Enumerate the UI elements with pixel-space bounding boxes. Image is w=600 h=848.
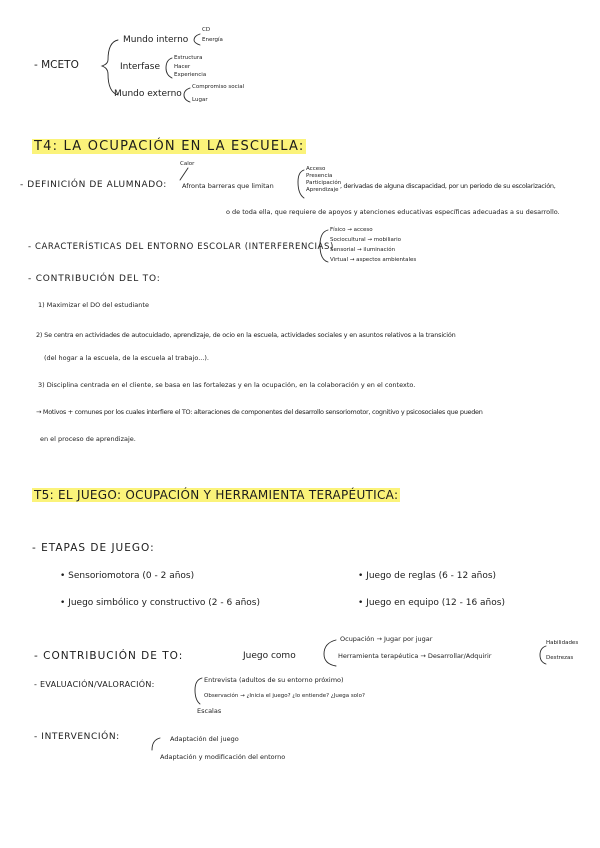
if-item: Experiencia — [174, 72, 207, 78]
etapa-item: • Sensoriomotora (0 - 2 años) — [60, 571, 195, 581]
def-branch: Aprendizaje — [306, 187, 339, 193]
char-item: Sociocultural → mobiliario — [330, 237, 402, 243]
mi-item: CD — [202, 27, 211, 33]
eval-item: Escalas — [197, 707, 222, 715]
interv-item: Adaptación del juego — [170, 735, 239, 743]
t4-contrib-label: - CONTRIBUCIÓN DEL TO: — [28, 274, 161, 284]
interfase-brace — [166, 58, 172, 78]
eval-label: - EVALUACIÓN/VALORACIÓN: — [34, 680, 155, 689]
ocupacion-branch: Ocupación → Jugar por jugar — [340, 635, 433, 643]
t4-title-text: T4: LA OCUPACIÓN EN LA ESCUELA: — [34, 139, 305, 154]
interv-item: Adaptación y modificación del entorno — [160, 753, 286, 761]
calor-arrow — [180, 168, 188, 180]
etapa-item: • Juego en equipo (12 - 16 años) — [358, 598, 505, 608]
mundo-externo-brace — [184, 88, 190, 102]
def-text-c: o de toda ella, que requiere de apoyos y atenciones educativas específicas adecuadas a su desarrollo. — [226, 208, 560, 216]
def-text-b: , derivadas de alguna discapacidad, por un periodo de su escolarización, — [340, 182, 556, 190]
mundo-interno-brace — [194, 34, 200, 45]
calor-note: Calor — [180, 161, 195, 167]
mceto-label: - MCETO — [34, 59, 79, 71]
t4-title — [32, 140, 306, 153]
t4-point-2a: 2) Se centra en actividades de autocuidado, aprendizaje, de ocio en la escuela, actividades sociales y en asuntos relativos a la transición — [36, 331, 456, 339]
t4-point-1: 1) Maximizar el DO del estudiante — [38, 301, 149, 309]
etapas-label: - ETAPAS DE JUEGO: — [32, 542, 155, 554]
char-label: - CARACTERÍSTICAS DEL ENTORNO ESCOLAR (INTERFERENCIAS) — [28, 242, 334, 252]
mundo-interno: Mundo interno — [123, 35, 189, 45]
herramienta-branch: Herramienta terapéutica → Desarrollar/Adquirir — [338, 652, 492, 660]
interv-label: - INTERVENCIÓN: — [34, 732, 120, 742]
t5-title — [32, 489, 400, 501]
def-branch: Participación — [306, 180, 342, 186]
etapa-item: • Juego de reglas (6 - 12 años) — [358, 571, 497, 581]
interv-brace — [152, 738, 160, 750]
juego-como-brace — [324, 640, 336, 666]
def-branch: Presencia — [306, 173, 333, 179]
char-item: Sensorial → iluminación — [330, 247, 396, 253]
juego-como: Juego como — [243, 651, 296, 661]
t4-point-2b: (del hogar a la escuela, de la escuela al trabajo...). — [44, 354, 209, 362]
mundo-externo: Mundo externo — [114, 89, 182, 99]
mi-item: Energía — [202, 37, 223, 43]
char-item: Virtual → aspectos ambientales — [330, 257, 417, 263]
destrezas: Destrezas — [546, 655, 574, 661]
t4-point-4b: en el proceso de aprendizaje. — [40, 435, 136, 443]
eval-item: Entrevista (adultos de su entorno próximo) — [204, 676, 344, 684]
eval-brace — [195, 678, 202, 704]
barriers-brace — [298, 170, 304, 198]
t4-point-4a: → Motivos + comunes por los cuales interfiere el TO: alteraciones de componentes del desarrollo sensoriomotor, cognitivo y psicosociales que pueden — [36, 408, 483, 416]
t4-def-label: - DEFINICIÓN DE ALUMNADO: — [20, 180, 167, 190]
if-item: Hacer — [174, 64, 191, 70]
eval-item: Observación → ¿Inicia el juego? ¿lo entiende? ¿Juega solo? — [204, 693, 365, 699]
interfase: Interfase — [120, 62, 161, 72]
t5-contrib-label: - CONTRIBUCIÓN DE TO: — [34, 650, 184, 662]
if-item: Estructura — [174, 55, 203, 61]
t4-point-3: 3) Disciplina centrada en el cliente, se basa en las fortalezas y en la ocupación, en la colaboración y en el contexto. — [38, 381, 416, 389]
def-text-a: Afronta barreras que limitan — [182, 182, 274, 190]
t5-title-text: T5: EL JUEGO: OCUPACIÓN Y HERRAMIENTA TERAPÉUTICA: — [34, 488, 399, 502]
me-item: Lugar — [192, 97, 208, 103]
char-item: Físico → acceso — [330, 227, 373, 233]
etapa-item: • Juego simbólico y constructivo (2 - 6 años) — [60, 598, 260, 608]
me-item: Compromiso social — [192, 84, 245, 90]
mceto-main-brace — [102, 40, 118, 95]
habilidades: Habilidades — [546, 640, 579, 646]
def-branch: Acceso — [306, 166, 326, 172]
